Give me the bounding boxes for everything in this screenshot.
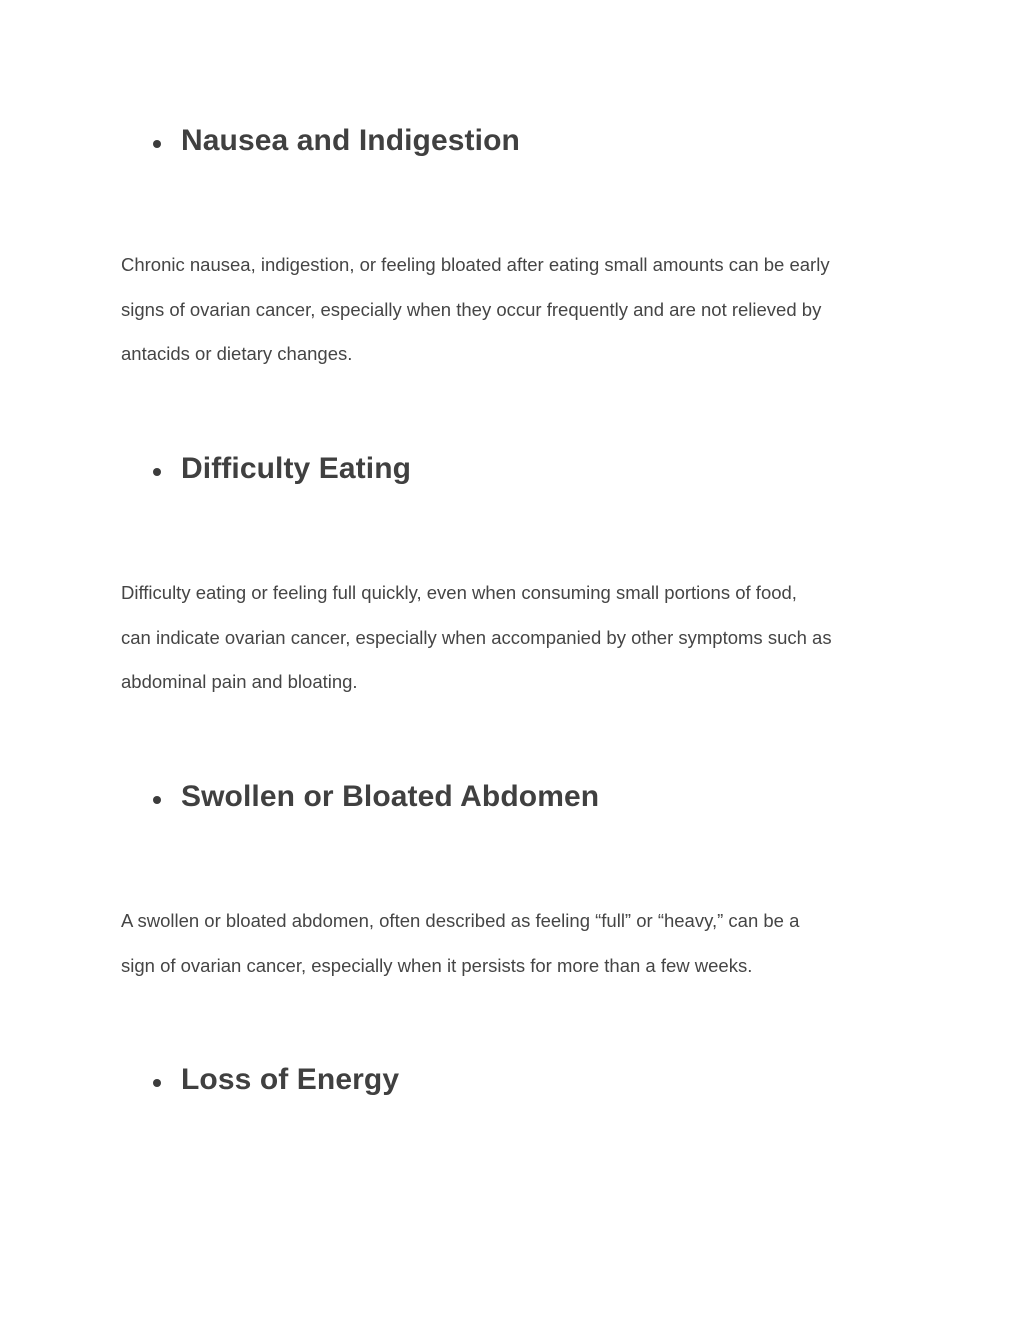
paragraph-line: antacids or dietary changes. bbox=[121, 343, 353, 364]
section-heading-nausea bbox=[0, 119, 1024, 163]
heading-text: Difficulty Eating bbox=[181, 452, 412, 485]
paragraph-line: can indicate ovarian cancer, especially when accompanied by other symptoms such as bbox=[121, 626, 832, 648]
bullet-icon bbox=[153, 140, 161, 148]
paragraph-line: sign of ovarian cancer, especially when it persists for more than a few weeks. bbox=[121, 954, 753, 976]
paragraph-swollen-abdomen bbox=[121, 899, 911, 988]
paragraph-difficulty-eating bbox=[121, 571, 911, 705]
bullet-icon bbox=[153, 468, 161, 476]
heading-text: Nausea and Indigestion bbox=[181, 124, 520, 157]
section-heading-difficulty-eating bbox=[0, 447, 1024, 491]
paragraph-line: A swollen or bloated abdomen, often described as feeling “full” or “heavy,” can be a bbox=[121, 910, 800, 931]
paragraph-line: Chronic nausea, indigestion, or feeling bloated after eating small amounts can be early bbox=[121, 254, 830, 275]
bullet-icon bbox=[153, 796, 161, 804]
section-heading-loss-of-energy bbox=[0, 1058, 1024, 1102]
bullet-icon bbox=[153, 1079, 161, 1087]
paragraph-line: signs of ovarian cancer, especially when they occur frequently and are not relieved by bbox=[121, 298, 822, 320]
paragraph-line: abdominal pain and bloating. bbox=[121, 671, 358, 692]
paragraph-nausea bbox=[121, 243, 911, 377]
heading-text: Loss of Energy bbox=[181, 1063, 400, 1096]
heading-text: Swollen or Bloated Abdomen bbox=[181, 780, 600, 813]
paragraph-line: Difficulty eating or feeling full quickly, even when consuming small portions of food, bbox=[121, 582, 797, 603]
section-heading-swollen-abdomen bbox=[0, 775, 1024, 819]
